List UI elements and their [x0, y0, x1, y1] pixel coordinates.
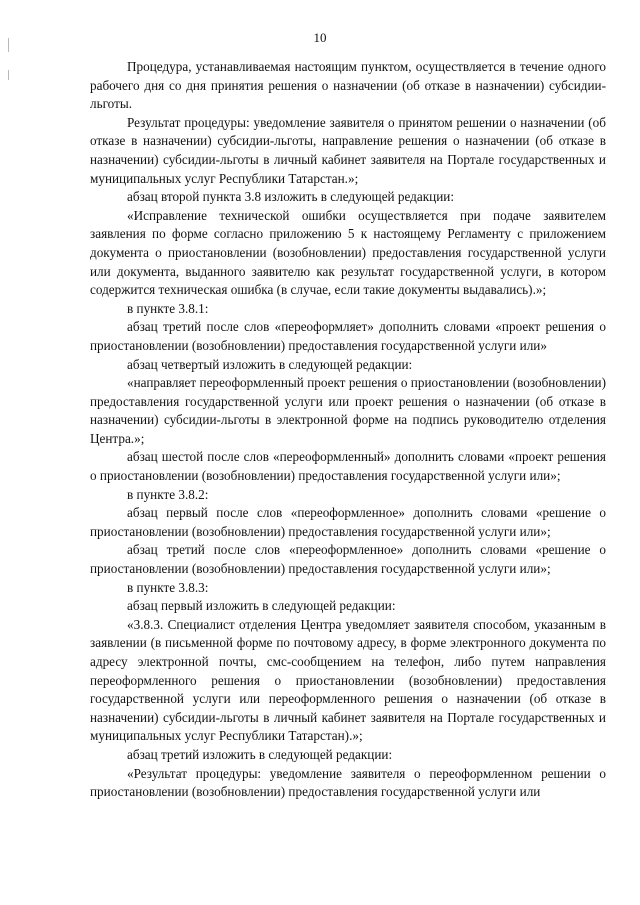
scan-margin-mark-mid [8, 70, 9, 80]
paragraph: абзац третий после слов «переоформляет» дополнить словами «проект решения о приостановлении (возобновлении) предоставления государственной услуги или» [90, 319, 606, 353]
paragraph: в пункте 3.8.1: [127, 300, 209, 316]
document-body [90, 58, 606, 802]
paragraph: в пункте 3.8.3: [127, 579, 209, 595]
paragraph: абзац третий после слов «переоформленное» дополнить словами «решение о приостановлении (возобновлении) предоставления государственной услуги или»; [90, 542, 606, 577]
paragraph: в пункте 3.8.2: [127, 486, 209, 502]
paragraph: «3.8.3. Специалист отделения Центра уведомляет заявителя способом, указанным в заявлении (в письменной форме по почтовому адресу, в форме электронного документа по адресу электронной почты, смс-сообщением на телефон, либо путем направления переоформленного решения о приостановлении (возобновлении) предоставления государственной услуги или переоформленного решения о назначении (об отказе в назначении) субсидии-льготы в личный кабинет заявителя на Портале государственных и муниципальных услуг Республики Татарстан).»; [90, 616, 606, 744]
paragraph: абзац первый изложить в следующей редакции: [127, 598, 396, 614]
paragraph: абзац шестой после слов «переоформленный» дополнить словами «проект решения о приостановлении (возобновлении) предоставления государственной услуги или»; [90, 449, 606, 484]
paragraph: «Исправление технической ошибки осуществляется при подаче заявителем заявления по форме согласно приложению 5 к настоящему Регламенту с приложением документа о приостановлении (возобновлении) предоставления государственной услуги или документа, выданного заявителю как результат государственной услуги, в котором содержится техническая ошибка (в случае, если такие документы выдавались).»; [90, 207, 606, 298]
paragraph: абзац четвертый изложить в следующей редакции: [127, 356, 413, 372]
paragraph: «направляет переоформленный проект решения о приостановлении (возобновлении) предоставления государственной услуги или проект решения о назначении (об отказе в назначении) субсидии-льготы в электронной форме на подпись руководителю отделения Центра.»; [90, 375, 606, 446]
paragraph: «Результат процедуры: уведомление заявителя о переоформленном решении о приостановлении (возобновлении) предоставления государственной услуги или [90, 765, 606, 800]
page-number: 10 [313, 30, 327, 45]
paragraph: абзац второй пункта 3.8 изложить в следующей редакции: [127, 189, 454, 205]
paragraph: абзац первый после слов «переоформленное» дополнить словами «решение о приостановлении (возобновлении) предоставления государственной услуги или»; [90, 505, 606, 539]
paragraph: абзац третий изложить в следующей редакции: [127, 746, 393, 762]
paragraph: Результат процедуры: уведомление заявителя о принятом решении о назначении (об отказе в назначении) субсидии-льготы, направление решения о назначении (об отказе в назначении) субсидии-льготы в личный кабинет заявителя на Портале государственных и муниципальных услуг Республики Татарстан.»; [90, 114, 606, 186]
paragraph: Процедура, устанавливаемая настоящим пунктом, осуществляется в течение одного рабочего дня со дня принятия решения о назначении (об отказе в назначении) субсидии-льготы. [90, 59, 606, 112]
